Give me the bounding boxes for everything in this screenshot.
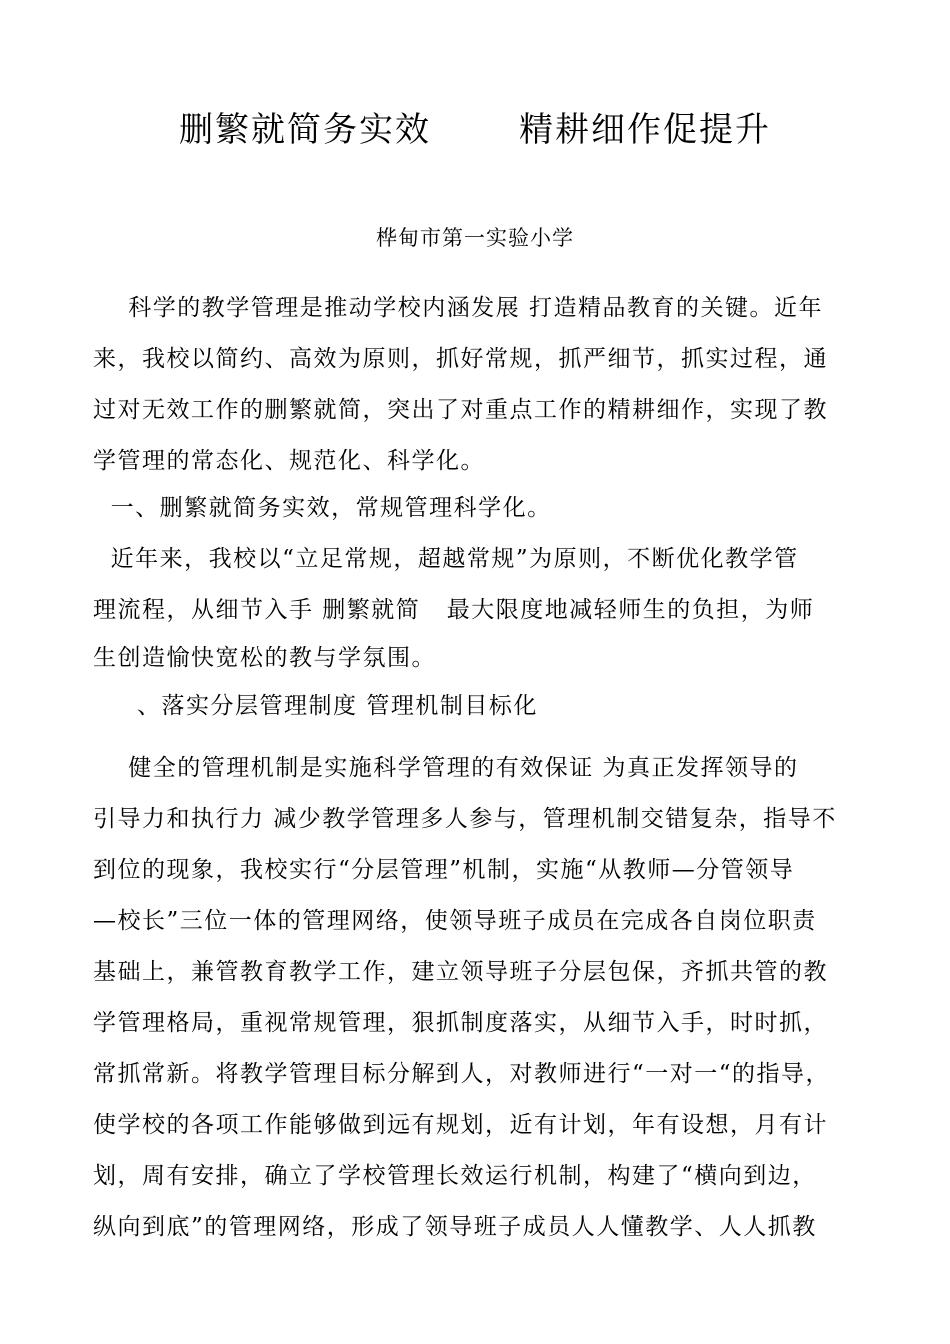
body-line: 使学校的各项工作能够做到远有规划，近有计划，年有设想，月有计: [93, 1112, 828, 1138]
body-line: 学管理的常态化、规范化、科学化。: [93, 448, 485, 474]
body-line: 来，我校以简约、高效为原则，抓好常规，抓严细节，抓实过程，通: [93, 346, 828, 372]
subsection-heading: 、落实分层管理制度 管理机制目标化: [93, 693, 538, 719]
body-line: 引导力和执行力 减少教学管理多人参与，管理机制交错复杂，指导不: [93, 806, 837, 832]
body-line: 纵向到底”的管理网络，形成了领导班子成员人人懂教学、人人抓教: [93, 1214, 817, 1240]
body-line: 常抓常新。将教学管理目标分解到人，对教师进行“一对一“的指导，: [93, 1061, 831, 1087]
body-line: 理流程，从细节入手 删繁就简 最大限度地减轻师生的负担，为师: [93, 597, 815, 623]
document-author: 桦甸市第一实验小学: [376, 226, 574, 250]
body-line: 健全的管理机制是实施科学管理的有效保证 为真正发挥领导的: [93, 755, 799, 781]
document-title: [0, 102, 950, 151]
body-line: 科学的教学管理是推动学校内涵发展 打造精品教育的关键。近年: [93, 295, 824, 321]
body-line: 生创造愉快宽松的教与学氛围。: [93, 645, 436, 671]
body-line: 到位的现象，我校实行“分层管理”机制，实施“从教师—分管领导: [93, 857, 795, 883]
body-line: 过对无效工作的删繁就简，突出了对重点工作的精耕细作，实现了教: [93, 397, 828, 423]
body-line: 近年来，我校以“立足常规，超越常规”为原则，不断优化教学管: [93, 546, 799, 572]
title-part-1: 删繁就简务实效: [179, 110, 431, 150]
title-part-2: 精耕细作促提升: [519, 110, 771, 150]
body-line: 划，周有安排，确立了学校管理长效运行机制，构建了“横向到边，: [93, 1163, 817, 1189]
section-heading: 一、删繁就简务实效，常规管理科学化。: [93, 495, 552, 521]
body-line: 基础上，兼管教育教学工作，建立领导班子分层包保，齐抓共管的教: [93, 959, 828, 985]
body-line: —校长”三位一体的管理网络，使领导班子成员在完成各自岗位职责: [93, 908, 817, 934]
body-line: 学管理格局，重视常规管理，狠抓制度落实，从细节入手，时时抓，: [93, 1010, 828, 1036]
